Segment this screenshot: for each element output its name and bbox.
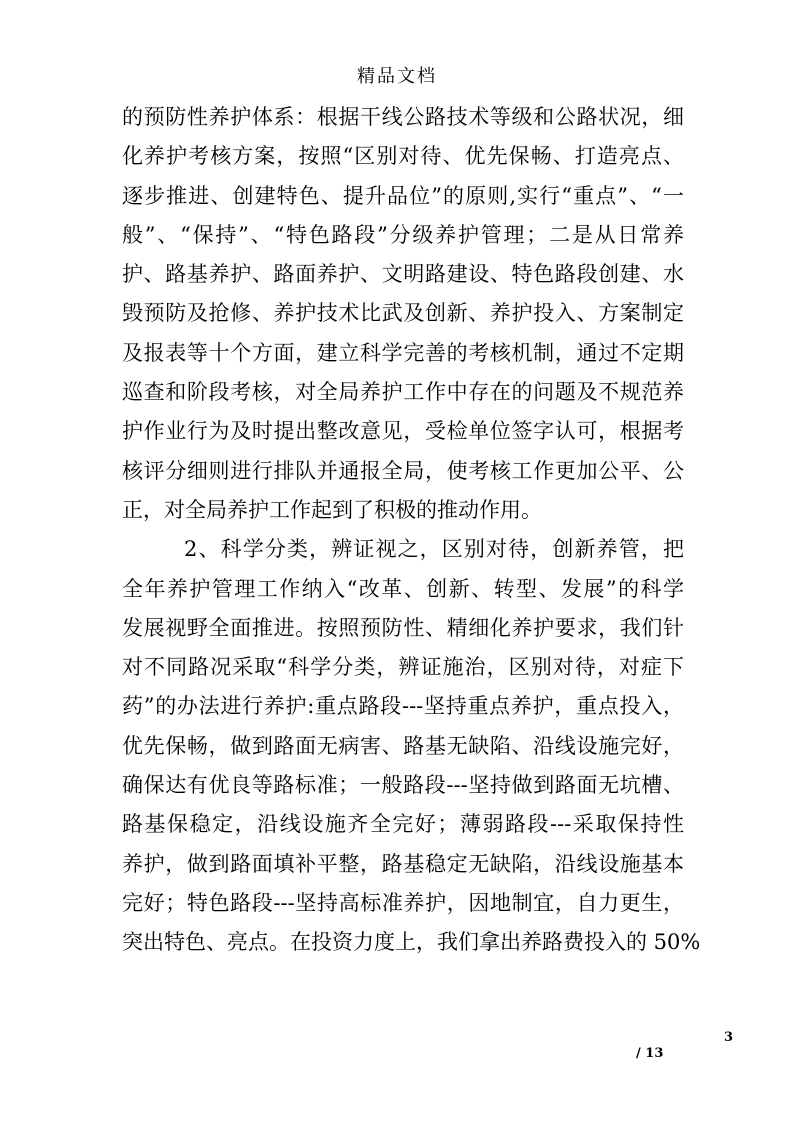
body-line: 完好；特色路段---坚持高标准养护，因地制宜，自力更生，: [122, 890, 684, 915]
body-line: 发展视野全面推进。按照预防性、精细化养护要求，我们针: [122, 615, 684, 640]
page-number: 3: [724, 1030, 734, 1045]
body-line: 确保达有优良等路标准；一般路段---坚持做到路面无坑槽、: [122, 773, 684, 798]
body-line: 护、路基养护、路面养护、文明路建设、特色路段创建、水: [122, 262, 684, 287]
body-line: 养护，做到路面填补平整，路基稳定无缺陷，沿线设施基本: [122, 851, 684, 876]
body-line: 护作业行为及时提出整改意见，受检单位签字认可，根据考: [122, 419, 684, 444]
body-line: 毁预防及抢修、养护技术比武及创新、养护投入、方案制定: [122, 301, 684, 326]
body-line: 及报表等十个方面，建立科学完善的考核机制，通过不定期: [122, 340, 684, 365]
body-line: 对不同路况采取“科学分类，辨证施治，区别对待，对症下: [122, 655, 684, 680]
body-line: 优先保畅，做到路面无病害、路基无缺陷、沿线设施完好，: [122, 733, 684, 758]
document-body: [122, 98, 701, 963]
page-header-title: 精品文档: [357, 66, 437, 87]
body-line: 突出特色、亮点。在投资力度上，我们拿出养路费投入的 50%: [122, 930, 701, 955]
body-line: 的预防性养护体系：根据干线公路技术等级和公路状况，细: [122, 105, 684, 129]
page-total: / 13: [636, 1046, 664, 1061]
body-line: 全年养护管理工作纳入“改革、创新、转型、发展”的科学: [122, 576, 684, 601]
body-line: 路基保稳定，沿线设施齐全完好；薄弱路段---采取保持性: [122, 812, 684, 837]
body-line: 正，对全局养护工作起到了积极的推动作用。: [122, 497, 542, 522]
body-line: 逐步推进、创建特色、提升品位”的原则,实行“重点”、“一: [122, 183, 684, 208]
body-line: 化养护考核方案，按照“区别对待、优先保畅、打造亮点、: [122, 144, 684, 169]
body-line-paragraph-start: 2、科学分类，辨证视之，区别对待，创新养管，把: [184, 537, 684, 562]
body-line: 巡查和阶段考核，对全局养护工作中存在的问题及不规范养: [122, 380, 684, 405]
body-line: 药”的办法进行养护:重点路段---坚持重点养护，重点投入，: [122, 694, 684, 719]
body-line: 般”、“保持”、“特色路段”分级养护管理；二是从日常养: [122, 222, 684, 247]
body-line: 核评分细则进行排队并通报全局，使考核工作更加公平、公: [122, 458, 684, 483]
